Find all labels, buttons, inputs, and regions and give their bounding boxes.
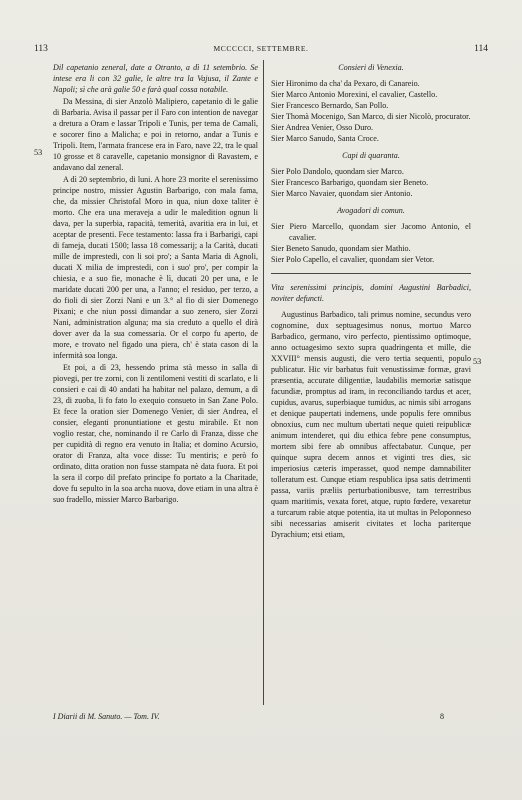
paragraph-text: Dil capetanio zeneral, date a Otranto, a dì 11 setembrio. Se intese era li con 32 galie, le altre tra la Vajusa, il Zante e Napoli; sì che arà galie 50 e farà qual cossa notabile. <box>53 63 258 94</box>
page-header <box>34 44 488 58</box>
column-divider <box>263 60 264 705</box>
paragraph-capetanio <box>53 62 258 95</box>
paragraph-death-of-doge: A dì 20 septembrio, di luni. A hore 23 morite el serenissimo principe nostro, missier Agustin Barbarigo, con mala fama, che, da missier Christofal Moro in qua, niun doxe taliter è morto. Che era una meraveja a udir le maledition ognun li dava, per la superbia, rapacità, temerità, avaritia era in lui, et aceptar de presenti. Fece testamento: lassa fra i Barbarigi, capi di fameja, ducati 1500; lassa 18 comessarij; a la Carità, ducati mille de imprestedi, con li soi pro'; a Santa Maria di Agnoli, ducati X milia de imprestedi, con i suo' pro', per compir la chiesia, e a suo fie, monache è lì, ducati 20 per una, e le maridate ducati 200 per una, a l'anno; el residuo, per terzo, a do fioli di sier Zorzi Nani e un 3.° al fio di sier Domenego Pixani; e che niun possi dimandar a suo zenero, sier Zorzi Nani, administration alguna; ma sia creduto a quello el dirà dover aver da la sua comessaria. Or el corpo fu aperto, de more, e trovato nel figado una piera, ch' è stata cason di la infermità soa longa. <box>53 175 258 360</box>
list-item: Sier Marco Navaier, quondam sier Antonio. <box>271 189 413 198</box>
list-consieri <box>271 78 471 144</box>
list-capi <box>271 166 471 199</box>
page-number-right: 114 <box>474 44 488 54</box>
footer-source: I Diarii di M. Sanuto. — Tom. IV. <box>53 712 160 721</box>
list-item: Sier Francesco Barbarigo, quondam sier Beneto. <box>271 178 429 187</box>
list-item: Sier Polo Dandolo, quondam sier Marco. <box>271 167 404 176</box>
paragraph-messina: Da Messina, di sier Anzolò Malipiero, capetanio di le galie di Barbaria. Avisa il passar per il Faro con intention de navegar a dretura a Oram e lassar Tripoli e Tunis, per tema de Camalì, e socorer fino a Malicha; e poi in retorno, andar a Tunis e Tripoli. Item, l'armata francese era in Faro, nave 22, tra le qual 10 grosse et 8 caravelle, capetanio monsignor di Ravastem, e andavano dal zeneral. <box>53 97 258 172</box>
list-item: Sier Beneto Sanudo, quondam sier Mathio. <box>271 244 411 253</box>
page-number-left: 113 <box>34 44 48 54</box>
list-item: Sier Francesco Bernardo, San Pollo. <box>271 101 389 110</box>
section-title-consieri: Consieri di Venexia. <box>338 63 404 72</box>
list-item: Sier Marco Antonio Morexini, el cavalier, Castello. <box>271 90 438 99</box>
margin-number-right: 53 <box>473 357 482 366</box>
section-separator <box>271 273 471 274</box>
section-title-capi: Capi di quaranta. <box>342 151 400 160</box>
left-column <box>53 62 258 506</box>
list-item: Sier Andrea Venier, Osso Duro. <box>271 123 374 132</box>
list-item: Sier Hironimo da cha' da Pexaro, di Canareio. <box>271 79 420 88</box>
list-item: Sier Marco Sanudo, Santa Croce. <box>271 134 379 143</box>
list-item: Sier Thomà Mocenigo, San Marco, di sier Nicolò, procurator. <box>271 112 471 121</box>
list-avogadori <box>271 221 471 265</box>
paragraph-funeral: Et poi, a dì 23, hessendo prima stà messo in salla di piovegi, per tre zorni, con li zentilomeni vestiti di scarlato, e li consieri e cai di 40 andati ha habitar nel palazo, demum, a dì 23, di zuoba, li fo fato lo exequio consueto in San Zane Polo. Et fece la oration sier Domenego Venier, di sier Andrea, el consier, eleganti pronuntiatione et gestu mirabile. Et non voglio restar, che, nominando il re Carlo di Franza, disse che per cupidità di regno era venuto in Italia; et domino Acursio, orator di Franza, alta voce disse: Tu mentiris; e però fo ordinato, ditta oration non fusse stampata nè data fuora. Et poi la sera il corpo dil prefato principe fo portato a la Charitade, dove fu sepulto in la soa archa nuova, dove etiam in una altra è suo fradello, missier Marco Barbarigo. <box>53 363 258 504</box>
vita-title: Vita serenissimi principis, domini Augustini Barbadici, noviter defuncti. <box>271 283 471 303</box>
running-head: MCCCCCI, SETTEMBRE. <box>213 44 309 53</box>
latin-paragraph: Augustinus Barbadico, tali primus nomine, secundus vero cognomine, dux septuagesimus nonus, mortuo Marco Barbadico, germano, viro perfecto, pientissimo optimoque, anno octuagesimo sexto supra quadringenta et mille, die XXVIII° mensis augusti, die vero tertia sequenti, populo publicatur. Hic vir barbatus fuit venustissimæ formæ, gravi præsentia, accurate diligentiæ, laudabilis memoriæ satisque facundiæ, promptus ad iram, in reconciliando tardus et acer, cupidus, avarus, superbiaque tumidus, ac nimis sibi arrogans et denique paupertati indemens, unde populis fere omnibus obnoxius, cum nec multum ubertati neque quieti reipublicæ animum intenderet, qui diu ethica febre pene consumptus, mortem sibi fere ab omnibus affectabatur. Cunque, per quinque supra decem annos et viginti tres dies, sic imperiosius cæteris imperasset, quod nempe damnabiliter tolleratum est. Cunque etiam respublica ipsa satis detrimenti passa, variis præliis perturbationibusve, tam terrestribus quam maritimis, vexata foret, atque, rupto fœdere, vexaretur a turcarum rabie atque potentia, ita ut multas in Peloponneso sibi necessarias amiserit civitates et locha pariterque Dyrachium; etsi etiam, <box>271 310 471 539</box>
list-item: Sier Polo Capello, el cavalier, quondam sier Vetor. <box>271 255 435 264</box>
margin-number-left: 53 <box>34 148 43 157</box>
section-title-avogadori: Avogadori di comun. <box>337 206 405 215</box>
footer-signature: 8 <box>440 712 444 721</box>
list-item: Sier Piero Marcello, quondam sier Jacomo Antonio, el cavalier. <box>271 222 471 242</box>
right-column <box>271 62 471 540</box>
